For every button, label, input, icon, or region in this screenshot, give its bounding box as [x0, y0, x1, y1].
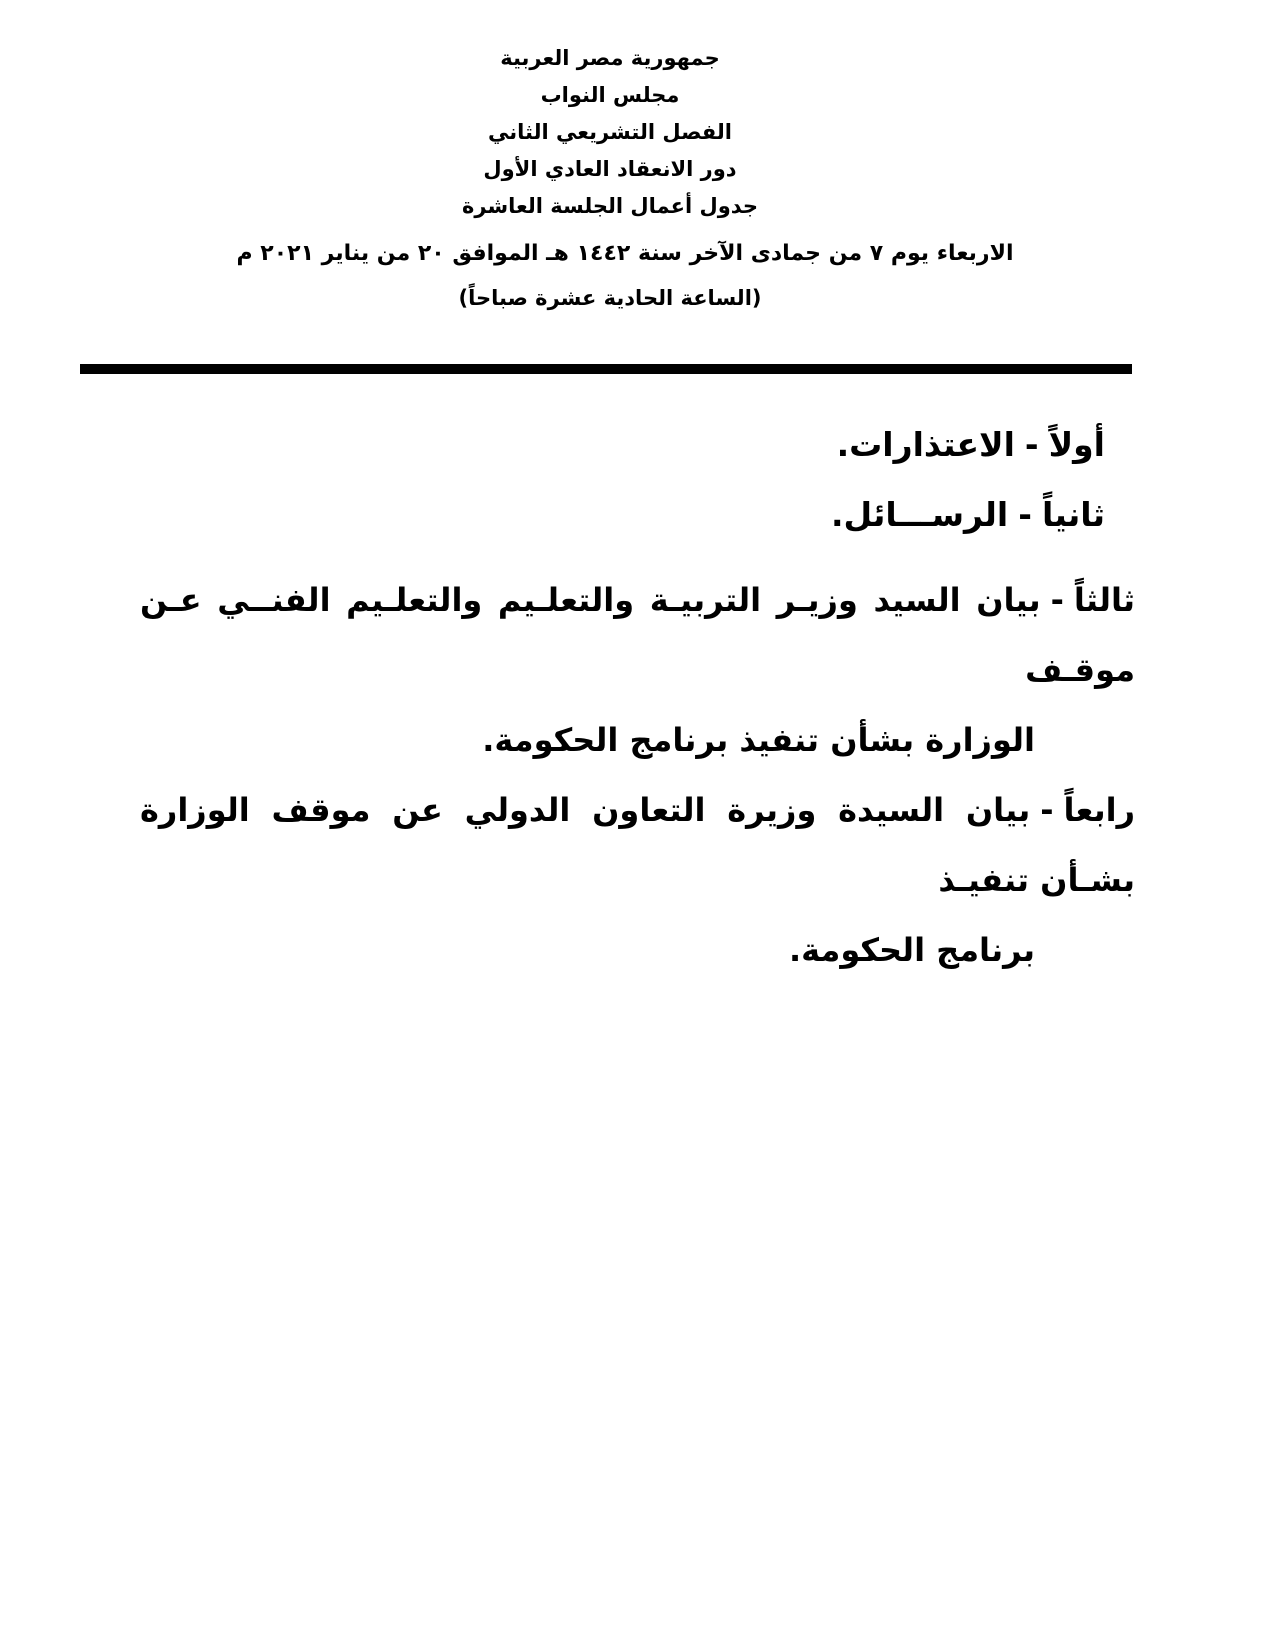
header-legislative-term: الفصل التشريعي الثاني: [487, 120, 732, 144]
header-country: جمهورية مصر العربية: [500, 46, 720, 70]
agenda-item-number: رابعاً: [1063, 791, 1135, 829]
agenda-item-text-line1: بيان السيد وزيـر التربيـة والتعلـيم والتعلـيم الفنــي عـن موقـف: [140, 581, 1135, 689]
agenda-item-number: ثانياً: [1041, 495, 1105, 534]
agenda-item-4: [140, 775, 1135, 985]
header-time: (الساعة الحادية عشرة صباحاً): [458, 286, 762, 310]
agenda-item-dash: -: [1050, 581, 1064, 619]
agenda-item-dash: -: [1040, 791, 1054, 829]
header-council: مجلس النواب: [540, 83, 680, 107]
agenda-item-number: أولاً: [1048, 425, 1105, 464]
agenda-item-3: [140, 565, 1135, 775]
agenda-item-text: الاعتذارات.: [836, 425, 1015, 464]
header-session-round: دور الانعقاد العادي الأول: [483, 157, 737, 181]
agenda-item-text-line2: برنامج الحكومة.: [788, 931, 1035, 969]
agenda-item-text-line1: بيان السيدة وزيرة التعاون الدولي عن موقف الوزارة بشـأن تنفيـذ: [140, 791, 1135, 899]
header-date: الاربعاء يوم ٧ من جمادى الآخر سنة ١٤٤٢ هـ الموافق ٢٠ من يناير ٢٠٢١ م: [236, 241, 1014, 266]
agenda-item-text-line2: الوزارة بشأن تنفيذ برنامج الحكومة.: [482, 721, 1035, 759]
agenda-item-text: الرســـائل.: [830, 495, 1009, 534]
document-header: [0, 40, 1220, 313]
agenda-item-1: [140, 410, 1135, 480]
header-agenda-title: جدول أعمال الجلسة العاشرة: [461, 194, 759, 218]
agenda-list: [140, 410, 1135, 985]
agenda-item-2: [140, 480, 1135, 550]
agenda-item-number: ثالثاً: [1073, 581, 1135, 619]
agenda-item-dash: -: [1024, 425, 1039, 464]
agenda-item-dash: -: [1018, 495, 1032, 534]
header-divider: [80, 364, 1132, 374]
